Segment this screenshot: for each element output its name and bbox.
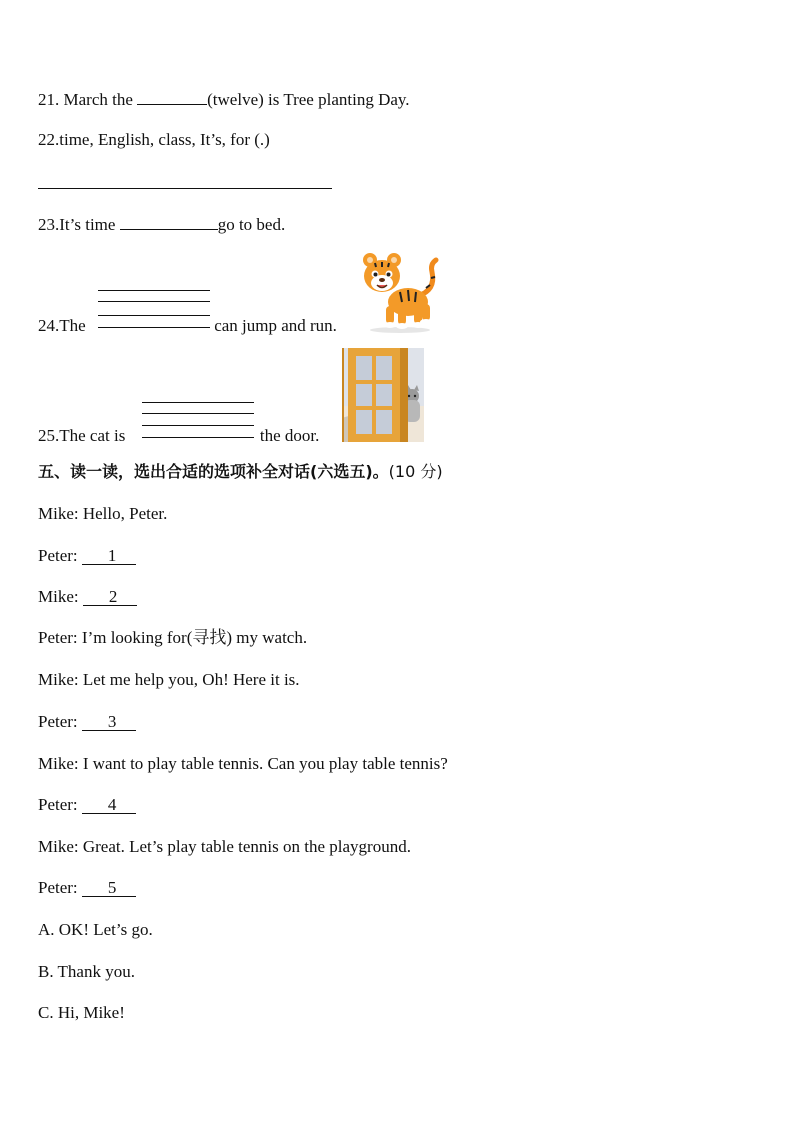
q21-answer-blank[interactable] [137,88,207,105]
dialogue-line-1 [38,504,167,524]
dialogue-line-4 [38,628,307,648]
q21-text-after: is Tree planting Day. [268,90,410,109]
q24-writing-line-2[interactable] [98,301,210,302]
tiger-image [356,250,444,334]
speaker: Peter: [38,712,78,731]
section-5-score: (10 分) [388,462,443,481]
speaker: Mike: [38,837,79,856]
q25-text-after: the door. [259,426,320,445]
question-23 [38,213,285,235]
speaker: Mike: [38,504,79,523]
q23-text-before: 23.It’s time [38,215,116,234]
q23-answer-blank[interactable] [120,213,218,230]
dialogue-line-9 [38,837,411,857]
q21-text-before: March the [63,90,133,109]
option-a: A. OK! Let’s go. [38,920,153,939]
dialogue-line-5 [38,670,300,690]
answer-blank-3[interactable]: 3 [82,713,137,731]
answer-blank-4[interactable]: 4 [82,796,137,814]
q21-number: 21. [38,90,60,109]
speaker: Mike: [38,754,79,773]
dialogue-text: Let me help you, Oh! Here it is. [82,670,300,689]
cat-behind-door-image [342,348,424,442]
q24-text-before: 24.The [38,316,86,335]
dialogue-text: Hello, Peter. [82,504,168,523]
dialogue-line-10 [38,878,136,898]
q21-hint: (twelve) [207,90,264,109]
speaker: Peter: [38,546,78,565]
q25-writing-line-2[interactable] [142,413,254,414]
q25-writing-line-1[interactable] [142,402,254,403]
dialogue-line-7 [38,754,448,774]
dialogue-line-8 [38,795,136,815]
section-5-title: 五、读一读，选出合适的选项补全对话(六选五)。 [38,462,389,481]
q24-text-after: can jump and run. [214,316,337,335]
answer-blank-5[interactable]: 5 [82,879,137,897]
dialogue-text: I want to play table tennis. Can you play table tennis? [82,754,448,773]
dialogue-line-2 [38,546,136,566]
q22-answer-line[interactable] [38,188,332,189]
option-c: C. Hi, Mike! [38,1003,125,1022]
dialogue-line-6 [38,712,136,732]
question-24 [38,316,337,336]
speaker: Mike: [38,587,79,606]
speaker: Peter: [38,878,78,897]
question-25 [38,426,319,446]
section-5-heading [38,462,443,482]
dialogue-line-3 [38,587,137,607]
question-21 [38,88,410,110]
option-b: B. Thank you. [38,962,135,981]
dialogue-text: Great. Let’s play table tennis on the playground. [82,837,411,856]
q23-text-after: go to bed. [217,215,286,234]
q25-text-before: 25.The cat is [38,426,126,445]
dialogue-text: I’m looking for(寻找) my watch. [81,628,308,647]
q24-writing-line-1[interactable] [98,290,210,291]
speaker: Peter: [38,795,78,814]
answer-blank-2[interactable]: 2 [83,588,138,606]
speaker: Mike: [38,670,79,689]
speaker: Peter: [38,628,78,647]
question-22: 22.time, English, class, It’s, for (.) [38,130,270,149]
answer-blank-1[interactable]: 1 [82,547,137,565]
